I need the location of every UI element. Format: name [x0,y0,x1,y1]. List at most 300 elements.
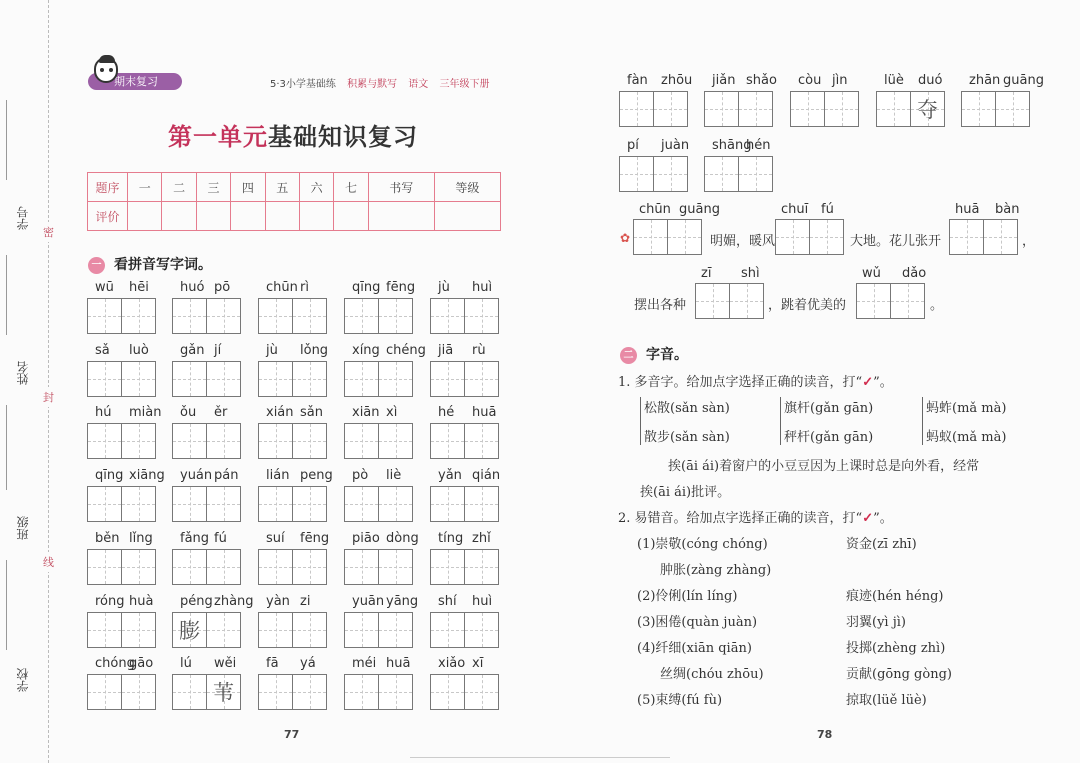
pinyin-syllable: huā [386,656,411,671]
class-label: 班级 [16,516,30,540]
writing-box[interactable] [430,674,465,710]
pinyin-syllable: yāng [386,594,419,609]
handwritten-character [739,157,772,191]
pinyin-syllable: wū [95,280,114,295]
mascot-icon [94,57,118,83]
pinyin-syllable: còu [798,73,822,88]
writing-box[interactable] [172,298,207,334]
writing-box[interactable] [344,423,379,459]
pinyin-syllable: wǔ [862,266,881,281]
grade-cell: 七 [334,173,368,202]
word-item [258,531,330,589]
handwritten-character [122,550,155,584]
writing-box[interactable] [378,361,413,397]
writing-box[interactable] [430,549,465,585]
grade-table-header-row [88,173,501,202]
word-item [172,656,241,714]
word-item [172,280,241,338]
word-item [344,594,419,652]
writing-box[interactable] [121,612,156,648]
writing-box[interactable] [378,549,413,585]
writing-box[interactable] [172,612,207,648]
writing-box[interactable] [619,91,654,127]
pinyin-syllable: róng [95,594,125,609]
pinyin-syllable: rì [300,280,309,295]
word-item [961,73,1044,131]
word-item [430,531,499,589]
writing-box[interactable] [344,486,379,522]
q2-item[interactable]: 投掷(zhèng zhì) [846,641,946,656]
pinyin-syllable: huì [472,594,493,609]
writing-box[interactable] [653,156,688,192]
writing-box[interactable] [292,674,327,710]
handwritten-character [379,675,412,709]
writing-boxes [961,91,1030,127]
handwritten-character [345,299,378,333]
writing-box[interactable] [790,91,825,127]
polyphone-group-1 [640,397,730,445]
writing-box[interactable] [206,612,241,648]
q2-item[interactable]: 丝绸(chóu zhōu) [660,667,764,682]
score-cell[interactable] [299,202,333,231]
writing-box[interactable] [378,612,413,648]
writing-box[interactable] [344,549,379,585]
writing-box[interactable] [258,674,293,710]
pinyin-syllable: shǎo [746,73,777,88]
q2-item[interactable]: 痕迹(hén héng) [846,589,944,604]
handwritten-character [122,613,155,647]
score-cell[interactable] [196,202,230,231]
score-cell[interactable] [434,202,500,231]
seal-xian: 线 [43,552,54,572]
writing-boxes [172,612,241,648]
handwritten-character [207,550,240,584]
writing-box[interactable] [378,674,413,710]
polyphone-item[interactable]: 蚂蚁(mǎ mà) [926,430,1007,445]
writing-box[interactable] [344,612,379,648]
writing-box[interactable] [378,423,413,459]
check-icon: ✓ [862,375,874,390]
writing-box[interactable] [292,486,327,522]
q2-item[interactable]: (2)伶俐(lín líng) [637,589,738,604]
writing-box[interactable] [653,91,688,127]
writing-boxes [172,549,241,585]
writing-box[interactable] [704,156,739,192]
pinyin-syllable: miàn [129,405,162,420]
writing-box[interactable] [464,423,499,459]
handwritten-character [207,299,240,333]
writing-box[interactable] [121,549,156,585]
writing-box[interactable] [961,91,996,127]
pinyin-syllable: rù [472,343,486,358]
writing-boxes [87,298,156,334]
blank-item [775,202,849,260]
writing-box[interactable] [344,298,379,334]
page-title [168,117,418,152]
q2-end: ”。 [873,511,893,526]
writing-box[interactable] [172,549,207,585]
writing-box[interactable] [121,674,156,710]
q1-end: ”。 [873,375,893,390]
pinyin-syllable: guāng [679,202,720,217]
pinyin-syllable: zhàng [214,594,254,609]
handwritten-character [259,424,292,458]
writing-box[interactable] [87,486,122,522]
writing-boxes [430,549,499,585]
writing-boxes [430,361,499,397]
grade-cell: 题序 [88,173,128,202]
binding-dashed-line [48,0,49,763]
pinyin-syllable: chūn [266,280,298,295]
q2-item[interactable]: (5)束缚(fú fù) [637,693,723,708]
pinyin-syllable: sǎn [300,405,323,420]
q2-item[interactable]: 肿胀(zàng zhàng) [660,563,772,578]
writing-box[interactable] [949,219,984,255]
word-item [172,468,241,526]
handwritten-character [431,299,464,333]
writing-box[interactable] [983,219,1018,255]
writing-boxes [695,283,764,319]
writing-box[interactable] [378,486,413,522]
pinyin-syllable: hé [438,405,455,420]
handwritten-character [259,487,292,521]
writing-box[interactable] [206,674,241,710]
pinyin-syllable: chūn [639,202,671,217]
score-cell[interactable] [368,202,434,231]
q2-item[interactable]: 资金(zī zhī) [846,537,917,552]
writing-box[interactable] [824,91,859,127]
writing-box[interactable] [172,423,207,459]
word-item [258,594,327,652]
polyphone-item[interactable]: 秤杆(gǎn gān) [784,430,874,445]
pinyin-syllable: fǎng [180,531,210,546]
word-item [619,138,688,196]
pinyin-syllable: jí [214,343,222,358]
grade-cell: 等级 [434,173,500,202]
q2-instruction [618,507,893,526]
writing-box[interactable] [172,361,207,397]
writing-boxes [258,486,327,522]
polyphone-item[interactable]: 旗杆(gǎn gān) [784,401,874,416]
writing-box[interactable] [121,486,156,522]
word-item [87,280,156,338]
writing-box[interactable] [775,219,810,255]
word-item [430,468,499,526]
writing-boxes [704,156,773,192]
writing-box[interactable] [292,612,327,648]
sentence-text: ， [1022,234,1036,249]
q2-item[interactable]: 贡献(gōng gòng) [846,667,952,682]
writing-boxes [344,423,413,459]
handwritten-character [345,550,378,584]
handwritten-character [465,550,498,584]
seal-feng: 封 [43,387,54,407]
writing-boxes [856,283,925,319]
writing-box[interactable] [121,423,156,459]
handwritten-character [465,675,498,709]
handwritten-character [465,299,498,333]
handwritten-character [962,92,995,126]
writing-box[interactable] [121,361,156,397]
writing-boxes [430,423,499,459]
writing-boxes [172,423,241,459]
word-item [430,343,499,401]
writing-box[interactable] [430,486,465,522]
pinyin-syllable: huā [472,405,497,420]
pinyin-syllable: běn [95,531,120,546]
writing-box[interactable] [430,361,465,397]
pinyin-syllable: xiāng [129,468,165,483]
score-label: 评价 [88,202,128,231]
handwritten-character [705,157,738,191]
writing-box[interactable] [464,486,499,522]
handwritten-character [996,92,1029,126]
polyphone-group-2 [780,397,873,445]
pinyin-syllable: xiān [352,405,380,420]
writing-box[interactable] [258,423,293,459]
handwritten-character [259,299,292,333]
writing-boxes [258,549,327,585]
section-title: 字音。 [646,347,688,363]
q2-item[interactable]: (4)纤细(xiān qiān) [637,641,752,656]
writing-box[interactable] [87,549,122,585]
handwritten-character [620,157,653,191]
pinyin-syllable: qián [472,468,501,483]
handwritten-character [207,362,240,396]
handwritten-character [122,487,155,521]
word-item [344,468,413,526]
pinyin-syllable: lú [180,656,192,671]
writing-box[interactable] [258,298,293,334]
writing-box[interactable] [258,612,293,648]
grade-cell: 二 [162,173,196,202]
handwritten-character: 苇 [213,681,234,705]
writing-box[interactable] [729,283,764,319]
writing-box[interactable] [344,674,379,710]
writing-boxes [87,486,156,522]
writing-box[interactable] [292,423,327,459]
writing-box[interactable] [87,674,122,710]
pinyin-syllable: huì [472,280,493,295]
writing-box[interactable] [464,674,499,710]
writing-box[interactable] [172,486,207,522]
word-item [258,343,327,401]
handwritten-character [122,362,155,396]
writing-box[interactable] [206,298,241,334]
writing-boxes [775,219,844,255]
student-id-label: 学号 [16,206,30,230]
handwritten-character [877,92,910,126]
writing-box[interactable] [206,486,241,522]
handwritten-character [122,424,155,458]
writing-boxes [633,219,702,255]
word-item [876,73,945,131]
handwritten-character [293,487,326,521]
writing-box[interactable] [995,91,1030,127]
writing-box[interactable] [464,612,499,648]
writing-boxes [704,91,773,127]
writing-boxes [172,361,241,397]
writing-box[interactable] [667,219,702,255]
writing-box[interactable] [695,283,730,319]
handwritten-character [88,299,121,333]
sentence-text: 大地。花儿张开 [850,234,942,249]
sentence-text: 摆出各种 [634,298,687,313]
writing-box[interactable] [121,298,156,334]
pinyin-syllable: liè [386,468,402,483]
handwritten-character [379,613,412,647]
pinyin-syllable: fā [266,656,279,671]
writing-box[interactable] [430,298,465,334]
writing-boxes [876,91,945,127]
writing-box[interactable] [890,283,925,319]
blank-item [695,266,769,324]
polyphone-item[interactable]: 松散(sǎn sàn) [644,401,730,416]
word-item [344,405,413,463]
word-item [87,468,165,526]
writing-box[interactable] [856,283,891,319]
score-cell[interactable] [334,202,368,231]
handwritten-character: 膨 [179,619,200,643]
handwritten-character [825,92,858,126]
writing-box[interactable] [633,219,668,255]
grade-cell: 一 [128,173,162,202]
writing-box[interactable] [910,91,945,127]
writing-box[interactable] [206,549,241,585]
writing-box[interactable] [87,423,122,459]
writing-box[interactable] [738,156,773,192]
q2-item[interactable]: (3)困倦(quàn juàn) [637,615,758,630]
pinyin-syllable: jiǎn [712,73,736,88]
writing-box[interactable] [809,219,844,255]
writing-box[interactable] [258,486,293,522]
score-cell[interactable] [128,202,162,231]
pinyin-syllable: pō [214,280,231,295]
writing-box[interactable] [292,549,327,585]
writing-box[interactable] [464,298,499,334]
sentence-text: 。 [930,298,944,313]
writing-boxes [344,486,413,522]
writing-box[interactable] [292,361,327,397]
pinyin-syllable: fú [821,202,834,217]
handwritten-character [293,362,326,396]
pinyin-syllable: zhōu [661,73,693,88]
pinyin-syllable: pán [214,468,239,483]
writing-box[interactable] [378,298,413,334]
writing-box[interactable] [738,91,773,127]
handwritten-character [465,613,498,647]
handwritten-character [379,487,412,521]
pinyin-syllable: jiā [438,343,454,358]
blank-item [856,266,930,324]
grade-cell: 书写 [368,173,434,202]
writing-box[interactable] [430,612,465,648]
pinyin-syllable: xíng [352,343,380,358]
writing-box[interactable] [87,298,122,334]
handwritten-character [173,487,206,521]
pinyin-syllable: lǒng [300,343,329,358]
score-cell[interactable] [162,202,196,231]
writing-box[interactable] [430,423,465,459]
school-label: 学校 [16,668,30,692]
writing-box[interactable] [87,361,122,397]
score-cell[interactable] [231,202,265,231]
grade-table-score-row [88,202,501,231]
footer-rule [410,757,670,761]
grade-cell: 六 [299,173,333,202]
pinyin-syllable: fú [214,531,227,546]
name-line [6,255,7,335]
q1-label: 1. 多音字。给加点字选择正确的读音，打“ [618,375,863,390]
writing-box[interactable] [619,156,654,192]
word-item [430,594,499,652]
word-item [258,280,327,338]
pinyin-syllable: gǎn [180,343,205,358]
writing-boxes [87,549,156,585]
writing-box[interactable] [258,549,293,585]
writing-box[interactable] [876,91,911,127]
writing-box[interactable] [344,361,379,397]
writing-box[interactable] [704,91,739,127]
grade-cell: 五 [265,173,299,202]
pinyin-syllable: shí [438,594,457,609]
handwritten-character [293,299,326,333]
handwritten-character [705,92,738,126]
score-cell[interactable] [265,202,299,231]
book-name: 积累与默写 [347,79,398,90]
polyphone-item[interactable]: 散步(sǎn sàn) [644,430,730,445]
right-page [540,0,1080,763]
handwritten-character [431,613,464,647]
handwritten-character [431,675,464,709]
writing-box[interactable] [258,361,293,397]
writing-box[interactable] [206,423,241,459]
handwritten-character [379,550,412,584]
pinyin-syllable: lüè [884,73,904,88]
q1-sentence-line-2[interactable]: 挨(āi ái)批评。 [640,485,731,500]
pinyin-syllable: yuān [352,594,385,609]
q2-item[interactable]: 羽翼(yì jì) [846,615,906,630]
handwritten-character [173,299,206,333]
q2-item[interactable]: (1)崇敬(cóng chóng) [637,537,768,552]
sentence-text: ，跳着优美的 [768,298,847,313]
pinyin-syllable: hén [746,138,771,153]
q1-sentence-line-1[interactable]: 挨(āi ái)着窗户的小豆豆因为上课时总是向外看，经常 [668,459,980,474]
word-item [619,73,693,131]
writing-box[interactable] [292,298,327,334]
writing-box[interactable] [172,674,207,710]
title-unit: 第一单元 [168,123,268,151]
polyphone-item[interactable]: 蚂蚱(mǎ mà) [926,401,1007,416]
writing-boxes [87,612,156,648]
pinyin-syllable: jù [438,280,450,295]
word-item [430,656,499,714]
pinyin-syllable: qīng [95,468,124,483]
handwritten-character [207,613,240,647]
word-item [87,594,156,652]
handwritten-character [88,613,121,647]
writing-box[interactable] [206,361,241,397]
writing-box[interactable] [464,549,499,585]
pinyin-syllable: pí [627,138,639,153]
pinyin-syllable: peng [300,468,333,483]
pinyin-syllable: chéng [386,343,426,358]
writing-box[interactable] [464,361,499,397]
writing-box[interactable] [87,612,122,648]
writing-boxes [430,298,499,334]
q2-item[interactable]: 掠取(lüě lüè) [846,693,927,708]
word-item [430,405,499,463]
